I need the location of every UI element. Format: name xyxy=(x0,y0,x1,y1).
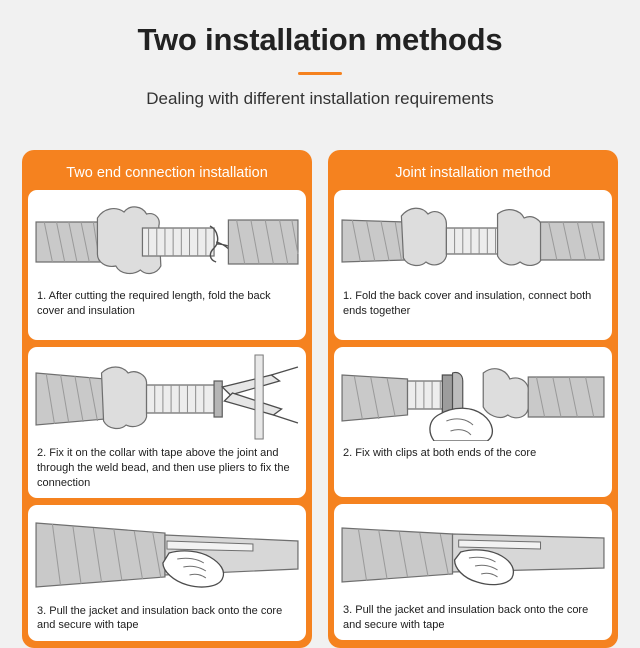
step-card xyxy=(28,347,306,498)
step-card xyxy=(334,347,612,497)
duct-joint-pull-jacket-illustration xyxy=(340,510,606,598)
step-card xyxy=(334,190,612,340)
duct-pipe-pliers-collar-illustration xyxy=(34,353,300,441)
step-caption: 2. Fix with clips at both ends of the core xyxy=(343,447,537,459)
step-caption: 1. Fold the back cover and insulation, connect both ends together xyxy=(343,290,592,317)
step-caption: 3. Pull the jacket and insulation back onto the core and secure with tape xyxy=(343,604,589,631)
page-subtitle: Dealing with different installation requirements xyxy=(146,88,494,108)
page-header xyxy=(0,0,640,109)
duct-joint-clips-illustration xyxy=(340,353,606,441)
methods-columns xyxy=(22,150,618,648)
duct-pipe-pull-jacket-illustration xyxy=(34,511,300,599)
title-underline-divider xyxy=(298,72,342,75)
step-caption: 3. Pull the jacket and insulation back onto the core and secure with tape xyxy=(37,604,283,632)
duct-joint-fold-cover-illustration xyxy=(340,196,606,284)
method-column-joint-installation xyxy=(328,150,618,648)
step-card xyxy=(28,190,306,340)
duct-pipe-fold-back-cover-illustration xyxy=(34,196,300,284)
step-caption: 2. Fix it on the collar with tape above the joint and through the weld bead, and then use pliers to fix the connection xyxy=(37,447,290,489)
method-column-two-end-connection xyxy=(22,150,312,648)
column-heading: Joint installation method xyxy=(395,165,551,181)
column-heading: Two end connection installation xyxy=(66,165,268,181)
step-caption: 1. After cutting the required length, fold the back cover and insulation xyxy=(37,290,271,317)
step-card xyxy=(28,505,306,641)
page-title: Two installation methods xyxy=(137,22,503,57)
step-card xyxy=(334,504,612,640)
